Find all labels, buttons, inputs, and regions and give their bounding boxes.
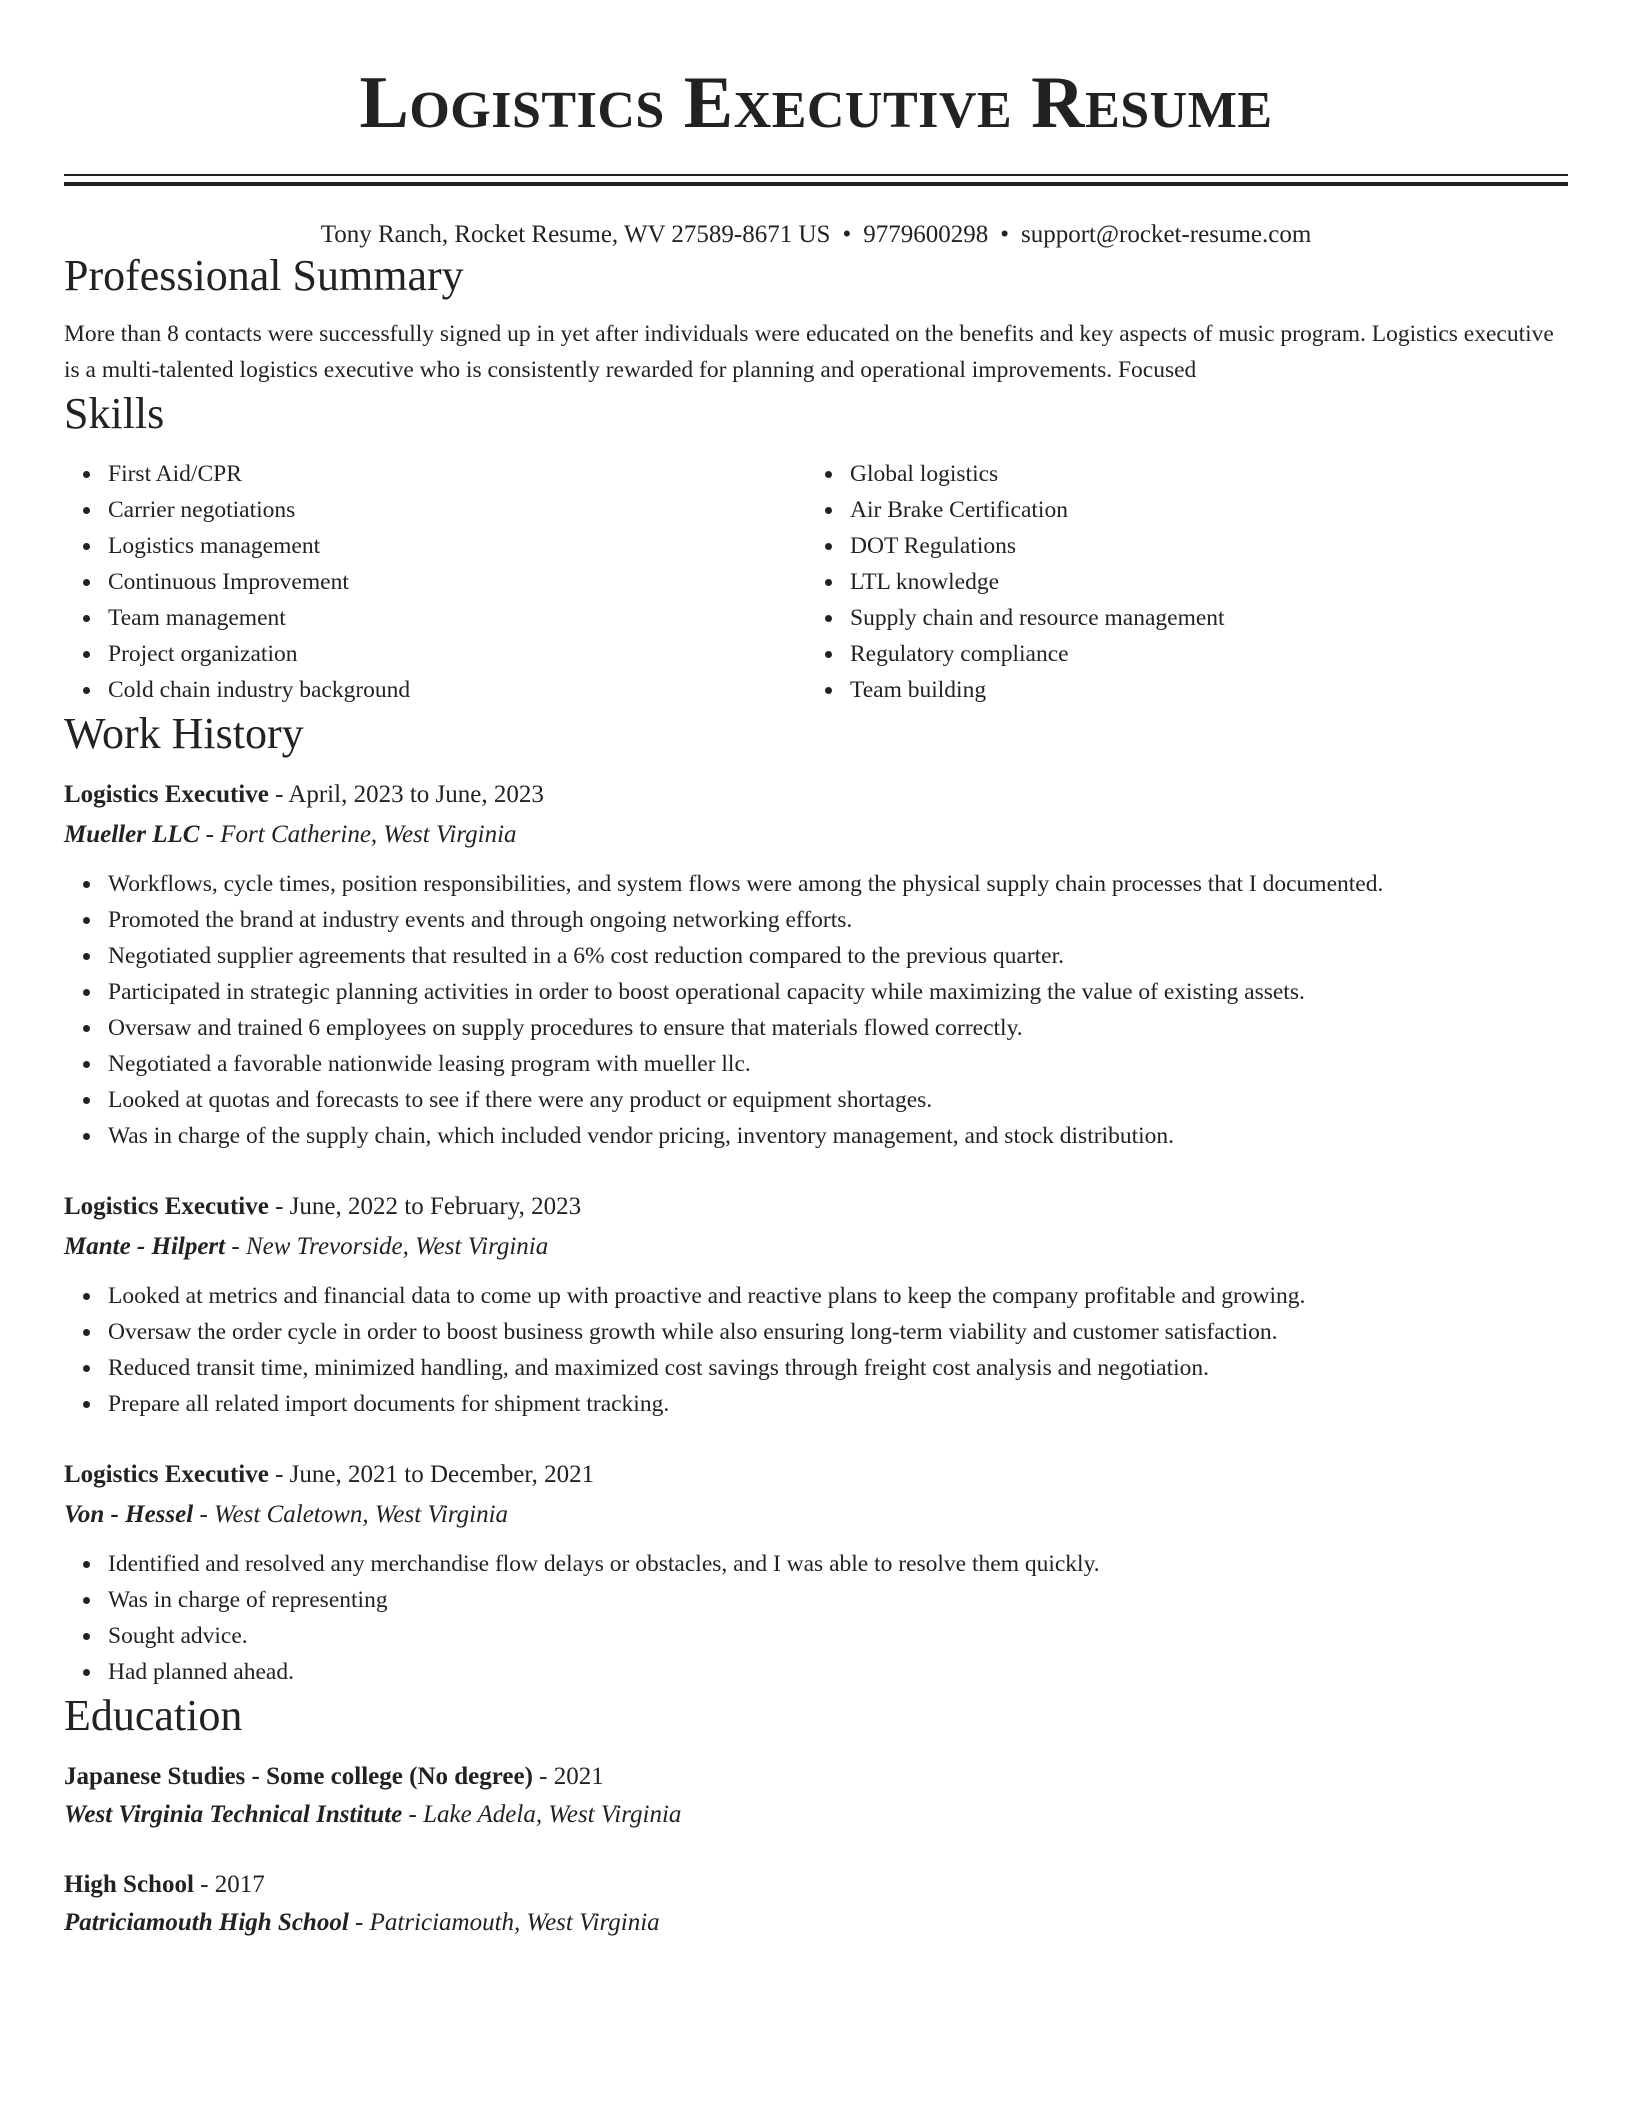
job-title: Logistics Executive xyxy=(64,781,269,808)
resume-title: Logistics Executive Resume xyxy=(359,62,1273,144)
job-company: Mante - Hilpert xyxy=(64,1233,226,1260)
job-dash: - xyxy=(275,1461,284,1488)
skill-item: Regulatory compliance xyxy=(850,636,1548,672)
skill-item: Team building xyxy=(850,672,1548,708)
education-institution xyxy=(64,1906,1568,1940)
skill-item: Project organization xyxy=(108,636,806,672)
skills-list-right xyxy=(806,456,1548,708)
job-employer xyxy=(64,1230,1568,1264)
job-bullet: Negotiated supplier agreements that resulted in a 6% cost reduction compared to the previous quarter. xyxy=(108,938,1568,974)
education-location: Lake Adela, West Virginia xyxy=(423,1801,682,1828)
contact-address: Tony Ranch, Rocket Resume, WV 27589-8671 US xyxy=(320,221,831,248)
job-bullet: Participated in strategic planning activities in order to boost operational capacity while maximizing the value of existing assets. xyxy=(108,974,1568,1010)
skill-item: Global logistics xyxy=(850,456,1548,492)
job-header xyxy=(64,1458,1568,1492)
education-dash: - xyxy=(408,1801,417,1828)
job-bullets xyxy=(64,1278,1568,1422)
contact-separator: • xyxy=(842,221,852,248)
education-header xyxy=(64,1868,1568,1902)
education-school: West Virginia Technical Institute xyxy=(64,1801,403,1828)
education-entry xyxy=(64,1868,1568,1940)
skill-item: LTL knowledge xyxy=(850,564,1548,600)
title-divider-thick xyxy=(64,182,1568,186)
education-header xyxy=(64,1760,1568,1794)
job-location: New Trevorside, West Virginia xyxy=(245,1233,549,1260)
job-bullet: Was in charge of the supply chain, which included vendor pricing, inventory management, and stock distribution. xyxy=(108,1118,1568,1154)
skills-columns xyxy=(64,456,1568,708)
job-dash: - xyxy=(275,1193,284,1220)
contact-line xyxy=(64,220,1568,250)
job-bullet: Looked at quotas and forecasts to see if there were any product or equipment shortages. xyxy=(108,1082,1568,1118)
education-year: 2017 xyxy=(214,1871,265,1898)
job-bullet: Oversaw the order cycle in order to boost business growth while also ensuring long-term viability and customer satisfaction. xyxy=(108,1314,1568,1350)
skill-item: Carrier negotiations xyxy=(108,492,806,528)
job-entry xyxy=(64,1458,1568,1690)
education-dash: - xyxy=(355,1909,364,1936)
summary-text: More than 8 contacts were successfully signed up in yet after individuals were educated on the benefits and key aspects of music program. Logistics executive is a multi-talented logistics executive who is consistently rewarded for planning and operational improvements. Focused xyxy=(64,321,1554,383)
education-dash: - xyxy=(200,1871,209,1898)
job-location: West Caletown, West Virginia xyxy=(214,1501,509,1528)
job-header xyxy=(64,1190,1568,1224)
job-bullet: Negotiated a favorable nationwide leasing program with mueller llc. xyxy=(108,1046,1568,1082)
job-company: Von - Hessel xyxy=(64,1501,194,1528)
contact-separator: • xyxy=(1000,221,1009,248)
job-company: Mueller LLC xyxy=(64,821,200,848)
job-dash: - xyxy=(231,1233,240,1260)
education-heading: Education xyxy=(64,1691,243,1740)
contact-email: support@rocket-resume.com xyxy=(1021,221,1312,248)
job-title: Logistics Executive xyxy=(64,1461,269,1488)
job-dash: - xyxy=(199,1501,208,1528)
skill-item: DOT Regulations xyxy=(850,528,1548,564)
job-dates: June, 2021 to December, 2021 xyxy=(289,1461,595,1488)
skill-item: First Aid/CPR xyxy=(108,456,806,492)
job-location: Fort Catherine, West Virginia xyxy=(220,821,517,848)
skills-heading: Skills xyxy=(64,389,165,438)
skill-item: Logistics management xyxy=(108,528,806,564)
job-bullets xyxy=(64,1546,1568,1690)
job-entry xyxy=(64,778,1568,1154)
education-institution xyxy=(64,1798,1568,1832)
job-header xyxy=(64,778,1568,812)
job-bullets xyxy=(64,866,1568,1154)
job-dates: June, 2022 to February, 2023 xyxy=(289,1193,582,1220)
job-employer xyxy=(64,818,1568,852)
work-history-heading: Work History xyxy=(64,709,304,758)
job-title: Logistics Executive xyxy=(64,1193,269,1220)
job-dash: - xyxy=(275,781,284,808)
job-bullet: Promoted the brand at industry events and through ongoing networking efforts. xyxy=(108,902,1568,938)
education-entry xyxy=(64,1760,1568,1832)
skills-list-left xyxy=(64,456,806,708)
skill-item: Cold chain industry background xyxy=(108,672,806,708)
skill-item: Team management xyxy=(108,600,806,636)
job-bullet: Workflows, cycle times, position responsibilities, and system flows were among the physical supply chain processes that I documented. xyxy=(108,866,1568,902)
job-dates: April, 2023 to June, 2023 xyxy=(288,781,544,808)
summary-heading: Professional Summary xyxy=(64,251,464,300)
job-bullet: Looked at metrics and financial data to come up with proactive and reactive plans to keep the company profitable and growing. xyxy=(108,1278,1568,1314)
education-location: Patriciamouth, West Virginia xyxy=(369,1909,660,1936)
education-school: Patriciamouth High School xyxy=(64,1909,349,1936)
education-degree: High School xyxy=(64,1871,194,1898)
skill-item: Continuous Improvement xyxy=(108,564,806,600)
job-bullet: Was in charge of representing xyxy=(108,1582,1568,1618)
job-bullet: Prepare all related import documents for shipment tracking. xyxy=(108,1386,1568,1422)
education-year: 2021 xyxy=(553,1763,604,1790)
skill-item: Supply chain and resource management xyxy=(850,600,1548,636)
job-entry xyxy=(64,1190,1568,1422)
skill-item: Air Brake Certification xyxy=(850,492,1548,528)
job-employer xyxy=(64,1498,1568,1532)
job-bullet: Oversaw and trained 6 employees on supply procedures to ensure that materials flowed correctly. xyxy=(108,1010,1568,1046)
job-bullet: Had planned ahead. xyxy=(108,1654,1568,1690)
job-dash: - xyxy=(205,821,214,848)
title-divider-thin xyxy=(64,174,1568,176)
contact-phone: 9779600298 xyxy=(863,221,989,248)
job-bullet: Identified and resolved any merchandise flow delays or obstacles, and I was able to resolve them quickly. xyxy=(108,1546,1568,1582)
education-degree: Japanese Studies - Some college (No degree) xyxy=(64,1763,533,1790)
education-dash: - xyxy=(539,1763,548,1790)
job-bullet: Sought advice. xyxy=(108,1618,1568,1654)
job-bullet: Reduced transit time, minimized handling, and maximized cost savings through freight cost analysis and negotiation. xyxy=(108,1350,1568,1386)
